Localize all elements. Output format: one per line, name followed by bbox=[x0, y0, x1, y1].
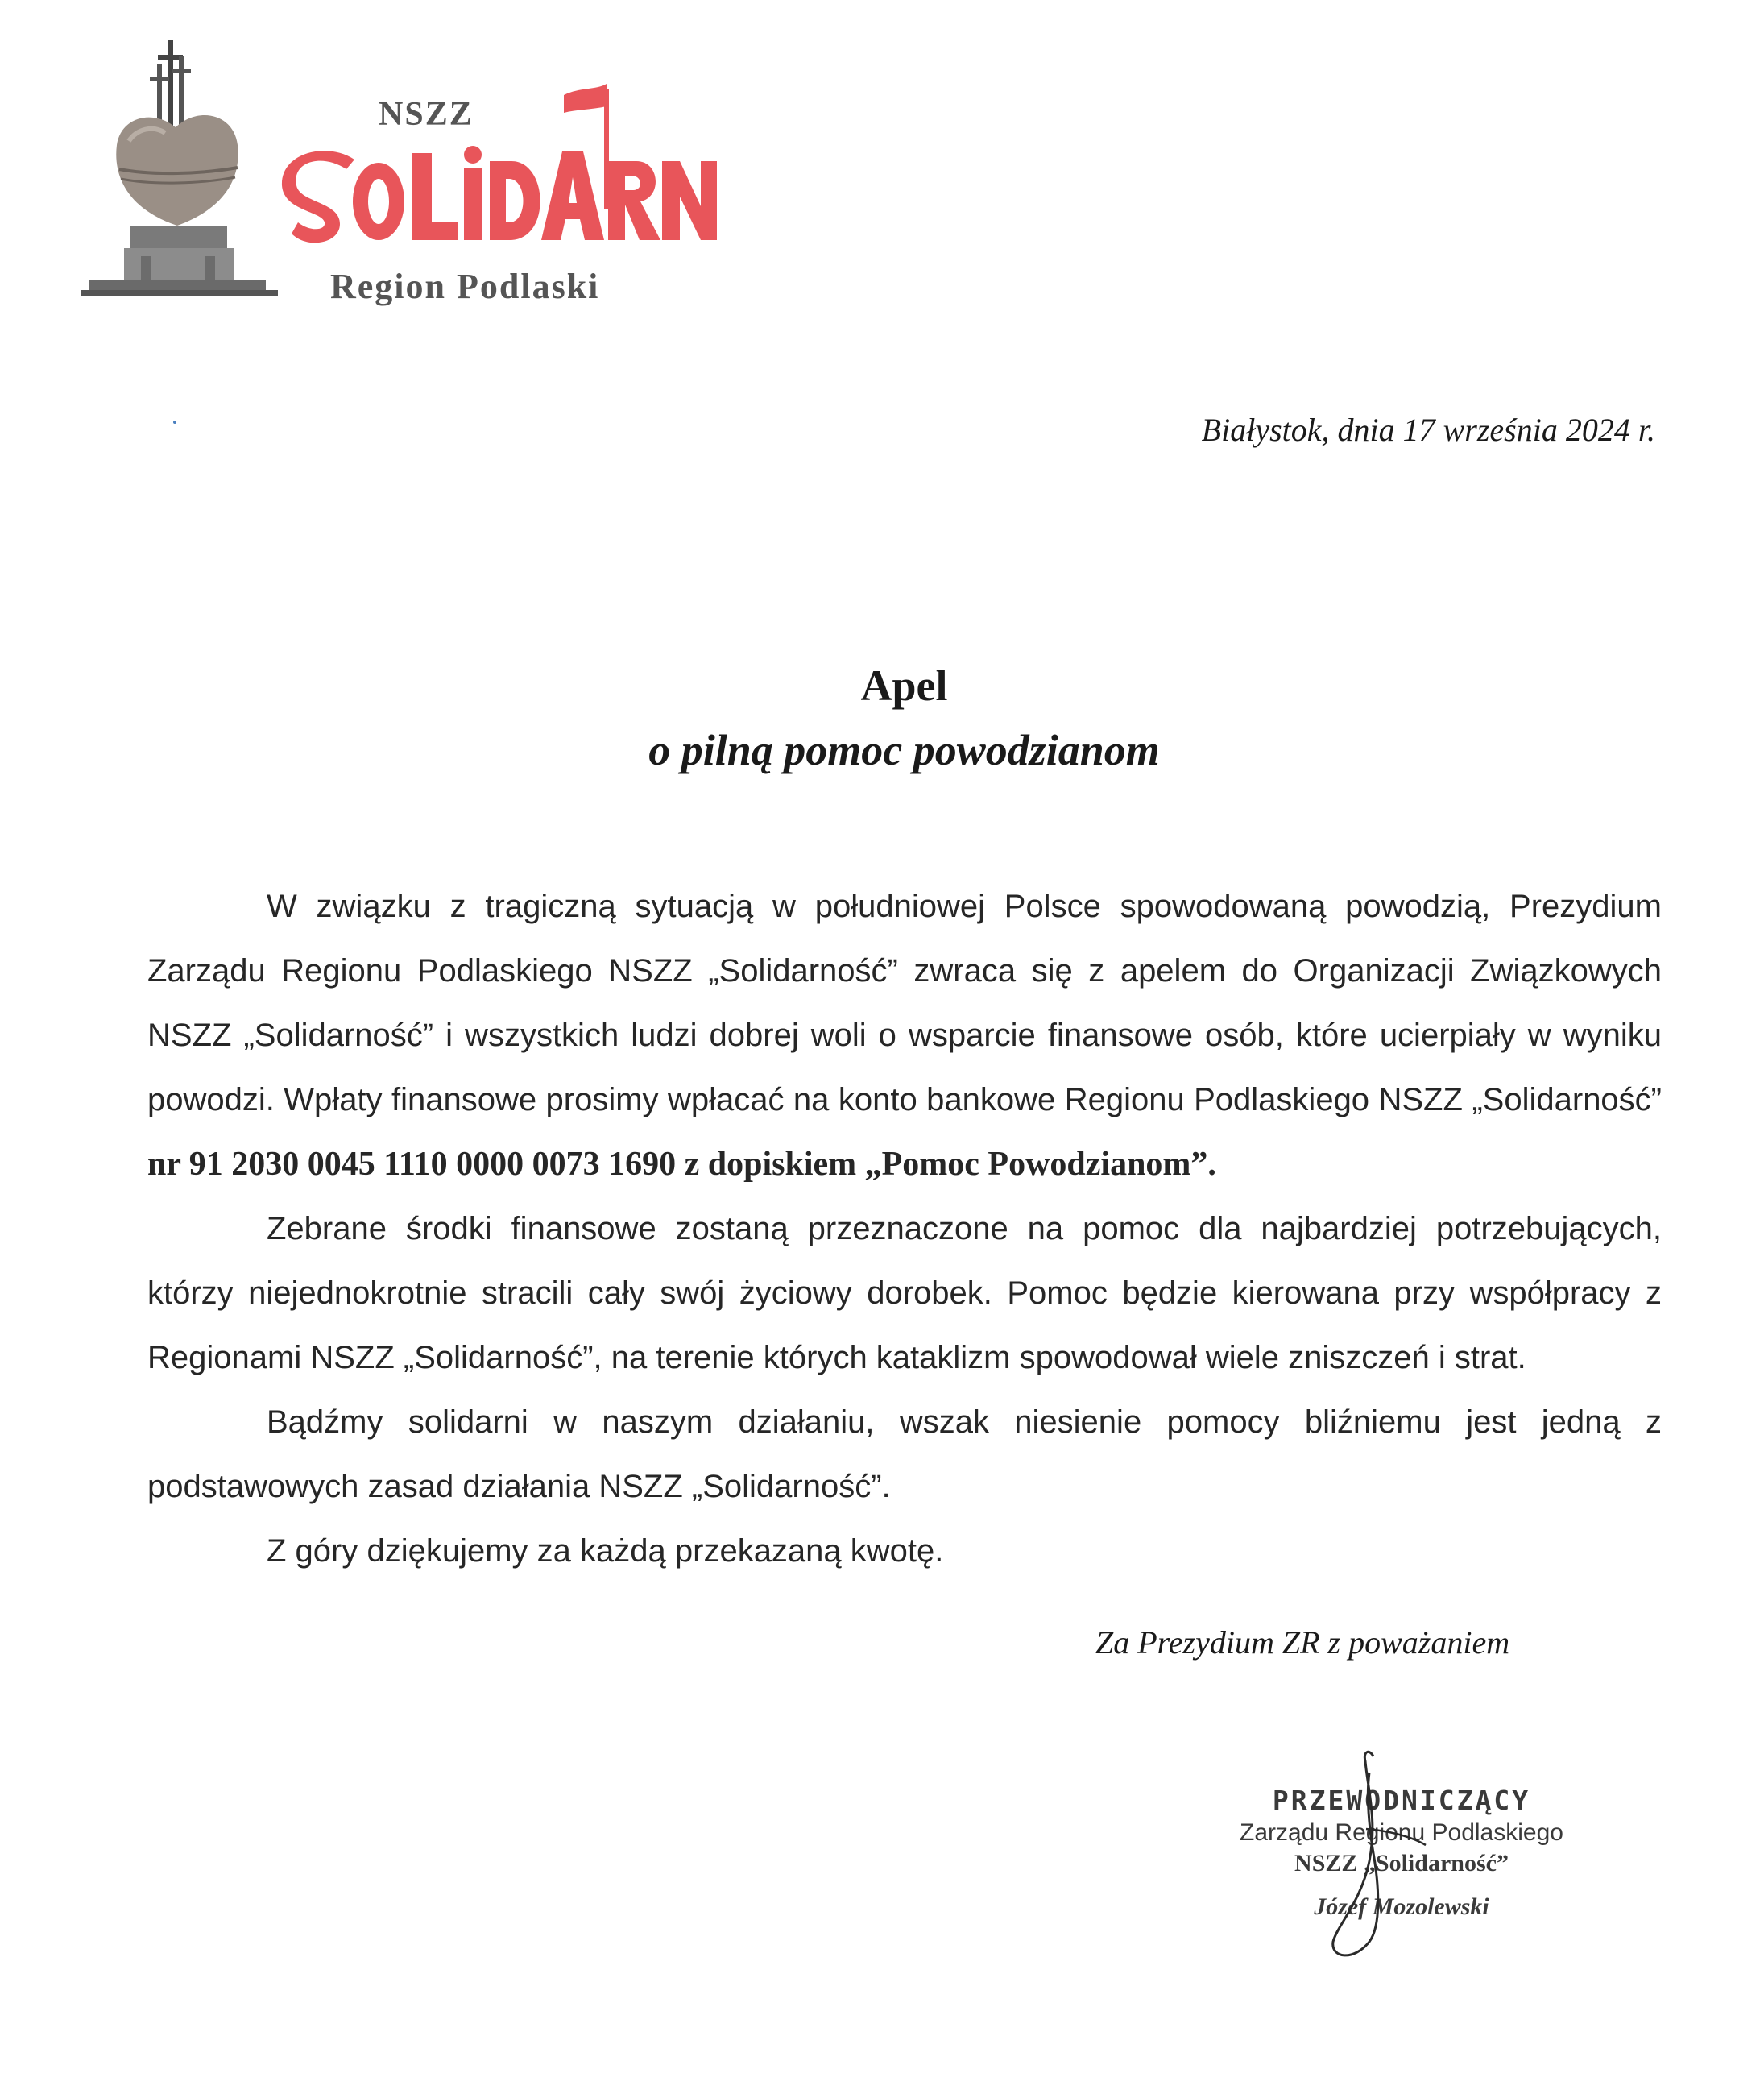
paragraph-2: Zebrane środki finansowe zostaną przeznaczone na pomoc dla najbardziej potrzebujących, którzy niejednokrotnie stracili cały swój życiowy dorobek. Pomoc będzie kierowana przy współpracy z Regionami NSZZ „Solidarność”, na terenie których kataklizm spowodował wiele zniszczeń i strat. bbox=[147, 1211, 1662, 1375]
document-subtitle: o pilną pomoc powodzianom bbox=[648, 726, 1160, 774]
paragraph-3: Bądźmy solidarni w naszym działaniu, wszak niesienie pomocy bliźniemu jest jedną z podstawowych zasad działania NSZZ „Solidarność”. bbox=[147, 1404, 1662, 1504]
paragraph-1 bbox=[147, 874, 1662, 1196]
paragraph-1-text: W związku z tragiczną sytuacją w południowej Polsce spowodowaną powodzią, Prezydium Zarządu Regionu Podlaskiego NSZZ „Solidarność” zwraca się z apelem do Organizacji Związkowych NSZZ „Solidarność” i wszystkich ludzi dobrej woli o wsparcie finansowe osób, które ucierpiały w wyniku powodzi. Wpłaty finansowe prosimy wpłacać na konto bankowe Regionu Podlaskiego NSZZ „Solidarność” bbox=[147, 889, 1662, 1117]
bank-account-details: nr 91 2030 0045 1110 0000 0073 1690 z dopiskiem „Pomoc Powodzianom”. bbox=[147, 1146, 1216, 1183]
document-body bbox=[147, 874, 1662, 1583]
letterhead-org-short: NSZZ bbox=[379, 96, 474, 133]
official-stamp bbox=[1208, 1785, 1595, 1921]
document-date: Białystok, dnia 17 września 2024 r. bbox=[1201, 412, 1655, 448]
solidarnosc-brush-lettering bbox=[282, 146, 717, 243]
document-title: Apel bbox=[860, 661, 948, 710]
scan-speck bbox=[173, 421, 176, 424]
closing-line: Za Prezydium ZR z poważaniem bbox=[1095, 1624, 1510, 1661]
stamp-union: NSZZ „Solidarność” bbox=[1294, 1850, 1509, 1876]
letterhead-region: Region Podlaski bbox=[330, 267, 600, 306]
paragraph-4: Z góry dziękujemy za każdą przekazaną kwotę. bbox=[267, 1533, 944, 1569]
monument-icon bbox=[81, 40, 278, 296]
stamp-organization: Zarządu Regionu Podlaskiego bbox=[1240, 1819, 1563, 1846]
stamp-name: Józef Mozolewski bbox=[1314, 1893, 1489, 1920]
stamp-title: PRZEWODNICZĄCY bbox=[1272, 1785, 1531, 1816]
